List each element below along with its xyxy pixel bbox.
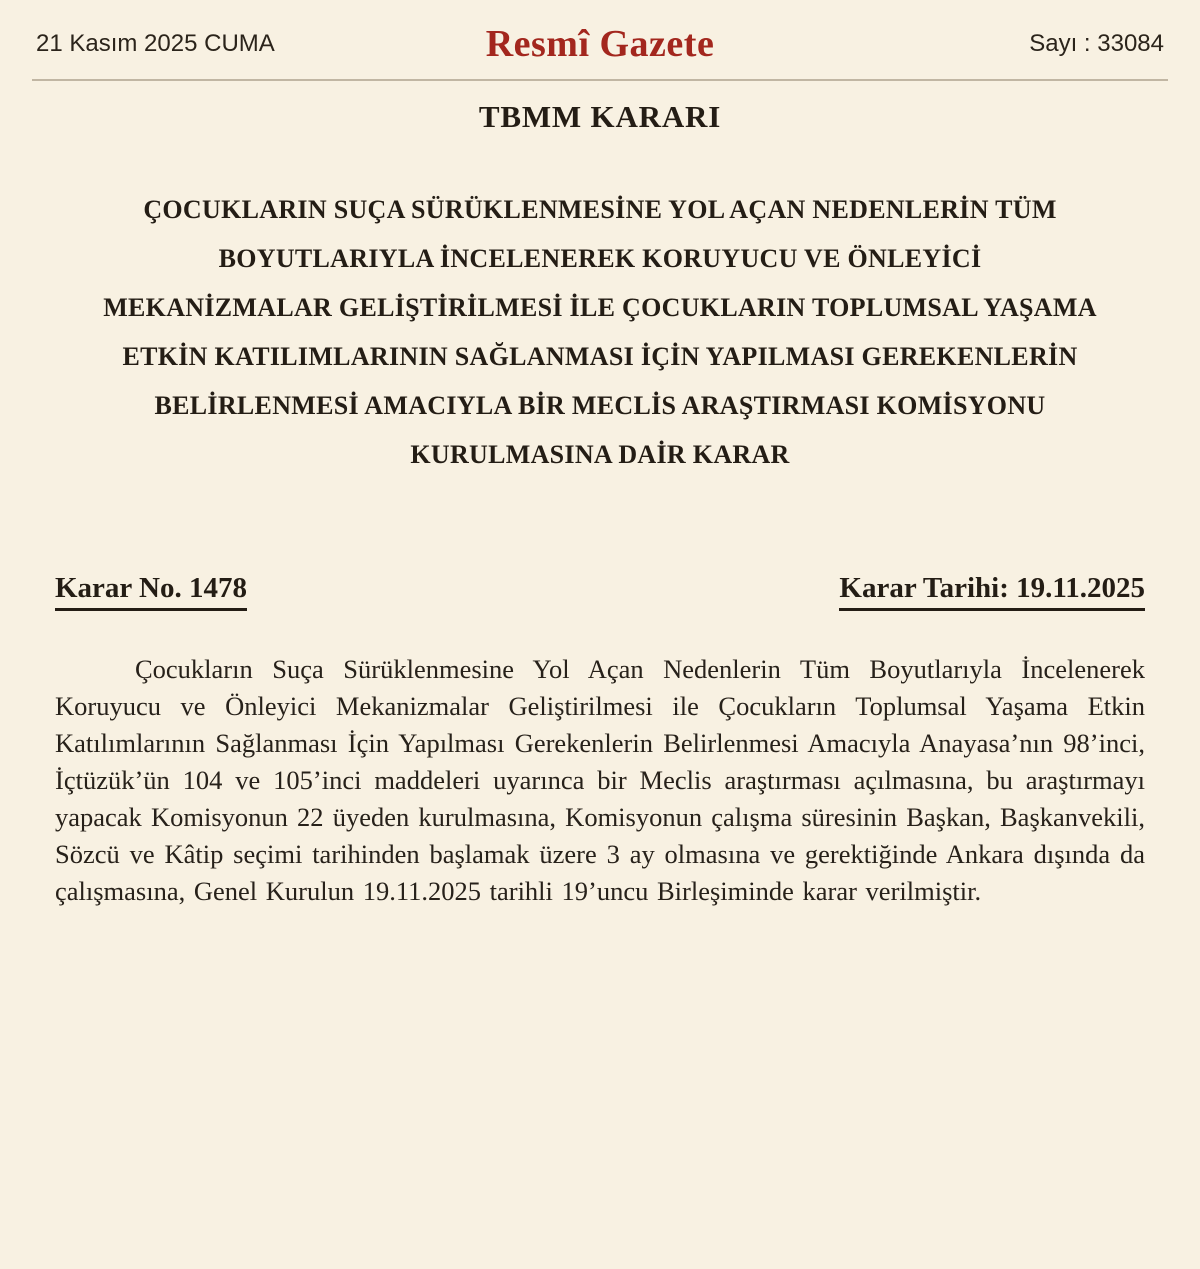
- gazette-date: 21 Kasım 2025 CUMA: [36, 30, 275, 57]
- decision-title-line: ÇOCUKLARIN SUÇA SÜRÜKLENMESİNE YOL AÇAN NEDENLERİN TÜM: [143, 195, 1057, 224]
- gazette-issue-number: Sayı : 33084: [1029, 30, 1164, 57]
- decision-body-paragraph: Çocukların Suça Sürüklenmesine Yol Açan Nedenlerin Tüm Boyutlarıyla İncelenerek Koruyucu ve Önleyici Mekanizmalar Geliştirilmesi ile Çocukların Toplumsal Yaşama Etkin Katılımlarının Sağlanması İçin Yapılması Gerekenlerin Belirlenmesi Amacıyla Anayasa’nın 98’inci, İçtüzük’ün 104 ve 105’inci maddeleri uyarınca bir Meclis araştırması açılmasına, bu araştırmayı yapacak Komisyonun 22 üyeden kurulmasına, Komisyonun çalışma süresinin Başkan, Başkanvekili, Sözcü ve Kâtip seçimi tarihinden başlamak üzere 3 ay olmasına ve gerektiğinde Ankara dışında da çalışmasına, Genel Kurulun 19.11.2025 tarihli 19’uncu Birleşiminde karar verilmiştir.: [55, 654, 1145, 906]
- decision-meta-row: [55, 572, 1145, 611]
- decision-title: [0, 185, 1200, 479]
- header-divider: [32, 79, 1168, 81]
- gazette-masthead: Resmî Gazete: [485, 23, 715, 65]
- decision-title-line: BELİRLENMESİ AMACIYLA BİR MECLİS ARAŞTIRMASI KOMİSYONU: [154, 391, 1046, 420]
- decision-title-line: MEKANİZMALAR GELİŞTİRİLMESİ İLE ÇOCUKLARIN TOPLUMSAL YAŞAMA: [103, 293, 1097, 322]
- decision-title-line: BOYUTLARIYLA İNCELENEREK KORUYUCU VE ÖNLEYİCİ: [218, 244, 982, 273]
- decision-title-line: ETKİN KATILIMLARININ SAĞLANMASI İÇİN YAPILMASI GEREKENLERİN: [122, 342, 1078, 371]
- gazette-header: [0, 0, 1200, 66]
- section-title: TBMM KARARI: [478, 99, 722, 134]
- decision-title-line: KURULMASINA DAİR KARAR: [410, 440, 790, 469]
- decision-date: Karar Tarihi: 19.11.2025: [839, 572, 1145, 611]
- decision-number: Karar No. 1478: [55, 572, 247, 611]
